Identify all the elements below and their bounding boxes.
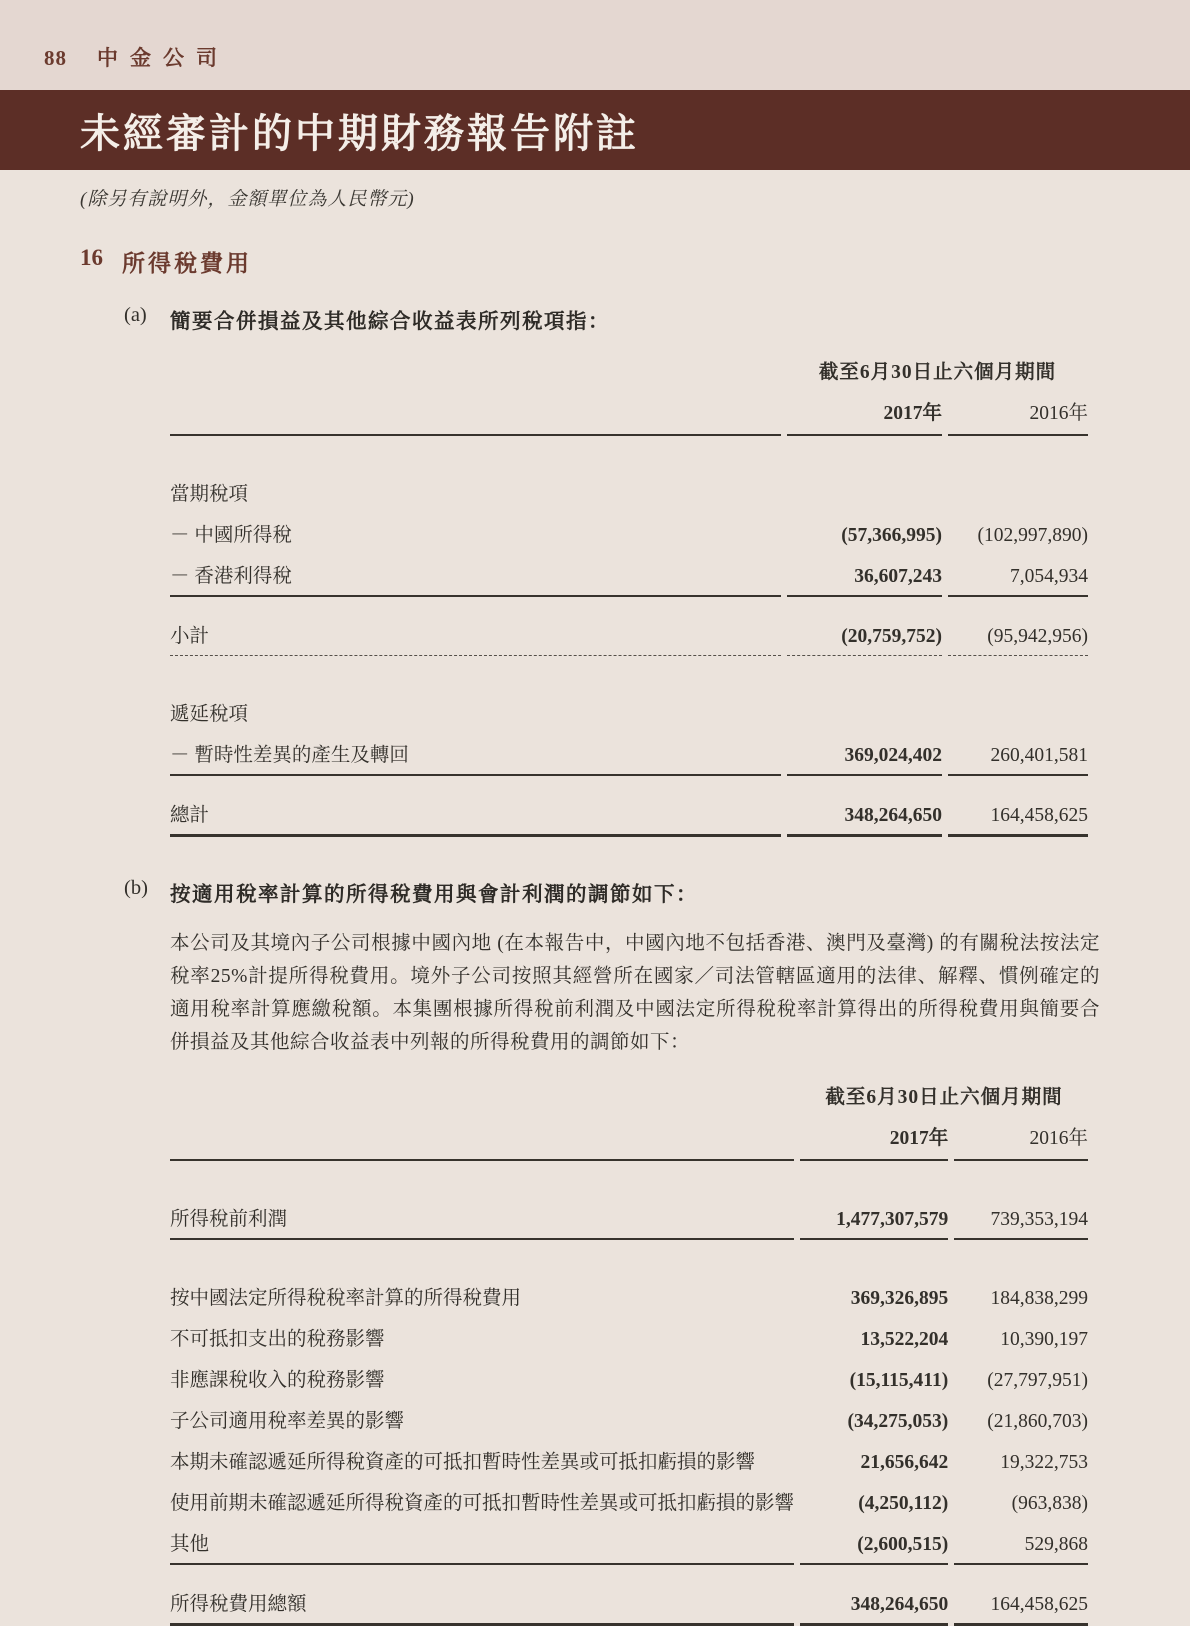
value-2017: (4,250,112) [858,1493,949,1514]
row-label: 總計 [170,793,781,837]
value-2016: 164,458,625 [954,1582,1088,1626]
page-title: 未經審計的中期財務報告附註 [80,110,639,156]
page-number: 88 [44,46,67,70]
spacer-row [170,656,1088,692]
value-2016: 10,390,197 [1000,1329,1088,1350]
col-header-2017: 2017年 [800,1116,948,1161]
title-banner [0,90,1190,170]
row-label: 使用前期未確認遞延所得稅資產的可抵扣暫時性差異或可抵扣虧損的影響 [170,1493,795,1514]
col-header-2016: 2016年 [954,1116,1088,1161]
value-2017 [787,472,942,513]
spacer-row [170,436,1088,472]
currency-note: (除另有說明外，金額單位為人民幣元) [80,189,415,210]
part-a-heading [124,304,1190,334]
value-2016: 529,868 [954,1522,1088,1565]
tax-table-b [170,1075,1100,1626]
row-current-tax-group [170,472,1088,513]
period-header-row [170,1075,1088,1116]
part-b-label: (b) [124,877,148,899]
period-header-row [170,350,1088,391]
row-hk-profits-tax [170,554,1088,597]
row-label: 本期未確認遞延所得稅資產的可抵扣暫時性差異或可抵扣虧損的影響 [170,1452,756,1473]
value-2017: 1,477,307,579 [800,1197,948,1240]
value-2016 [948,692,1088,733]
value-2017: (2,600,515) [800,1522,948,1565]
year-header-row [170,1116,1088,1161]
row-tax-at-statutory-rate [170,1276,1088,1317]
row-label: － 香港利得稅 [170,554,781,597]
part-b [124,877,1190,1626]
value-2016 [948,472,1088,513]
value-2016: (27,797,951) [987,1370,1088,1391]
row-others [170,1522,1088,1565]
row-label: 小計 [170,614,781,656]
row-total-income-tax [170,1582,1088,1626]
section-number: 16 [80,245,103,270]
company-name: 中金公司 [97,46,229,70]
value-2016: 19,322,753 [1000,1452,1088,1473]
value-2017: 369,024,402 [787,733,942,776]
spacer-row [170,1161,1088,1197]
part-a-label: (a) [124,304,147,326]
row-label: － 暫時性差異的產生及轉回 [170,733,781,776]
row-label: 其他 [170,1522,794,1565]
value-2016: 7,054,934 [948,554,1088,597]
year-header-row [170,391,1088,436]
value-2016: 739,353,194 [954,1197,1088,1240]
row-label: 當期稅項 [170,484,249,505]
period-header: 截至6月30日止六個月期間 [825,1087,1063,1108]
value-2016: (95,942,956) [948,614,1088,656]
value-2016: 260,401,581 [948,733,1088,776]
col-header-2016: 2016年 [948,391,1088,436]
row-label: 所得稅費用總額 [170,1582,794,1626]
row-label: 遞延稅項 [170,704,249,725]
row-total [170,793,1088,837]
top-strip [0,0,1190,90]
value-2017: 348,264,650 [787,793,942,837]
row-unrecognised-current-period [170,1440,1088,1481]
financial-table [164,1075,1094,1626]
row-china-income-tax [170,513,1088,554]
row-label: － 中國所得稅 [170,525,292,546]
value-2017: (15,115,411) [849,1370,949,1391]
section-title: 所得稅費用 [122,251,252,276]
row-profit-before-tax [170,1197,1088,1240]
row-label: 不可抵扣支出的稅務影響 [170,1329,385,1350]
value-2016: 184,838,299 [990,1288,1088,1309]
spacer-row [170,1565,1088,1582]
value-2016: (963,838) [1011,1493,1088,1514]
part-b-paragraph: 本公司及其境內子公司根據中國內地 (在本報告中，中國內地不包括香港、澳門及臺灣) 的有關稅法按法定稅率25%計提所得稅費用。境外子公司按照其經營所在國家／司法管轄區適用的法律、解釋、慣例確定的適用稅率計算應繳稅額。本集團根據所得稅前利潤及中國法定所得稅稅率計算得出的所得稅費用與簡要合併損益及其他綜合收益表中列報的所得稅費用的調節如下： [170,933,1100,1053]
row-temporary-differences [170,733,1088,776]
row-label: 非應課稅收入的稅務影響 [170,1370,385,1391]
financial-table [164,350,1094,837]
row-non-deductible-expenses [170,1317,1088,1358]
value-2017: 348,264,650 [800,1582,948,1626]
value-2016: 164,458,625 [948,793,1088,837]
spacer-row [170,597,1088,614]
part-a [124,304,1190,837]
value-2017: 369,326,895 [850,1288,949,1309]
row-utilisation-prior-period [170,1481,1088,1522]
row-label: 按中國法定所得稅稅率計算的所得稅費用 [170,1288,522,1309]
part-a-title: 簡要合併損益及其他綜合收益表所列稅項指： [170,311,610,333]
row-non-taxable-income [170,1358,1088,1399]
value-2017: (57,366,995) [841,525,942,546]
period-header: 截至6月30日止六個月期間 [818,362,1057,383]
value-2017: 13,522,204 [860,1329,949,1350]
value-2017: (34,275,053) [847,1411,949,1432]
spacer-row [170,1240,1088,1276]
page-header [44,42,1190,72]
part-b-title: 按適用稅率計算的所得稅費用與會計利潤的調節如下： [170,884,698,906]
col-header-2017: 2017年 [787,391,942,436]
spacer-row [170,776,1088,793]
part-b-heading [124,877,1190,907]
row-label: 子公司適用稅率差異的影響 [170,1411,405,1432]
value-2016: (102,997,890) [977,525,1088,546]
tax-table-a [170,350,1100,837]
row-deferred-tax-group [170,692,1088,733]
value-2017 [787,692,942,733]
row-subtotal [170,614,1088,656]
value-2017: 21,656,642 [860,1452,949,1473]
value-2017: (20,759,752) [787,614,942,656]
value-2016: (21,860,703) [987,1411,1088,1432]
value-2017: 36,607,243 [787,554,942,597]
row-label: 所得稅前利潤 [170,1197,794,1240]
row-subsidiary-rate-differences [170,1399,1088,1440]
section-heading [80,245,1190,278]
